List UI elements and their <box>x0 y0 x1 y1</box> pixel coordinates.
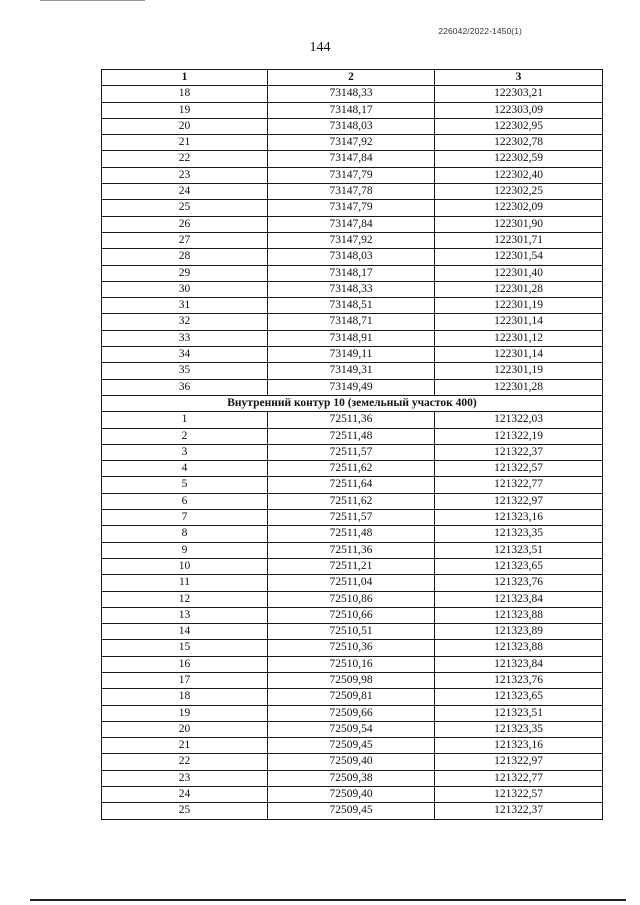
table-row <box>102 672 603 688</box>
page-number: 144 <box>309 40 331 55</box>
table-row <box>102 542 603 558</box>
y-coordinate-cell: 122302,95 <box>435 118 603 134</box>
section-title: Внутренний контур 10 (земельный участок 400) <box>102 395 603 411</box>
y-coordinate-cell: 121323,84 <box>435 591 603 607</box>
table-row <box>102 591 603 607</box>
y-coordinate-cell: 121322,77 <box>435 770 603 786</box>
y-coordinate-cell: 122301,40 <box>435 265 603 281</box>
point-number-cell: 25 <box>102 803 268 819</box>
point-number-cell: 25 <box>102 200 268 216</box>
point-number-cell: 12 <box>102 591 268 607</box>
table-row <box>102 721 603 737</box>
x-coordinate-cell: 73148,33 <box>268 86 435 102</box>
table-row <box>102 705 603 721</box>
x-coordinate-cell: 72509,45 <box>268 738 435 754</box>
y-coordinate-cell: 121323,65 <box>435 689 603 705</box>
y-coordinate-cell: 121323,16 <box>435 738 603 754</box>
y-coordinate-cell: 122302,78 <box>435 135 603 151</box>
column-header-x: 2 <box>268 70 435 86</box>
point-number-cell: 15 <box>102 640 268 656</box>
table-row <box>102 526 603 542</box>
point-number-cell: 20 <box>102 118 268 134</box>
table-row <box>102 232 603 248</box>
point-number-cell: 20 <box>102 721 268 737</box>
point-number-cell: 3 <box>102 444 268 460</box>
point-number-cell: 27 <box>102 232 268 248</box>
x-coordinate-cell: 72511,36 <box>268 412 435 428</box>
x-coordinate-cell: 73147,78 <box>268 184 435 200</box>
x-coordinate-cell: 72510,16 <box>268 656 435 672</box>
point-number-cell: 7 <box>102 510 268 526</box>
x-coordinate-cell: 72511,04 <box>268 575 435 591</box>
x-coordinate-cell: 72510,36 <box>268 640 435 656</box>
table-row <box>102 656 603 672</box>
point-number-cell: 28 <box>102 249 268 265</box>
x-coordinate-cell: 72509,40 <box>268 787 435 803</box>
x-coordinate-cell: 73147,79 <box>268 200 435 216</box>
y-coordinate-cell: 122301,19 <box>435 363 603 379</box>
point-number-cell: 6 <box>102 493 268 509</box>
point-number-cell: 5 <box>102 477 268 493</box>
y-coordinate-cell: 121322,57 <box>435 787 603 803</box>
point-number-cell: 33 <box>102 330 268 346</box>
y-coordinate-cell: 122301,90 <box>435 216 603 232</box>
point-number-cell: 18 <box>102 689 268 705</box>
x-coordinate-cell: 72511,48 <box>268 428 435 444</box>
x-coordinate-cell: 72511,21 <box>268 558 435 574</box>
table-row <box>102 118 603 134</box>
y-coordinate-cell: 122302,09 <box>435 200 603 216</box>
point-number-cell: 4 <box>102 461 268 477</box>
y-coordinate-cell: 122301,28 <box>435 281 603 297</box>
table-row <box>102 412 603 428</box>
table-row <box>102 607 603 623</box>
point-number-cell: 18 <box>102 86 268 102</box>
x-coordinate-cell: 73147,84 <box>268 216 435 232</box>
y-coordinate-cell: 121323,65 <box>435 558 603 574</box>
point-number-cell: 10 <box>102 558 268 574</box>
x-coordinate-cell: 72509,66 <box>268 705 435 721</box>
point-number-cell: 8 <box>102 526 268 542</box>
point-number-cell: 11 <box>102 575 268 591</box>
table-row <box>102 249 603 265</box>
y-coordinate-cell: 121323,51 <box>435 542 603 558</box>
point-number-cell: 35 <box>102 363 268 379</box>
x-coordinate-cell: 72509,38 <box>268 770 435 786</box>
section-header-row <box>102 395 603 411</box>
y-coordinate-cell: 121322,97 <box>435 754 603 770</box>
x-coordinate-cell: 73147,79 <box>268 167 435 183</box>
column-header-point: 1 <box>102 70 268 86</box>
y-coordinate-cell: 121323,35 <box>435 526 603 542</box>
table-row <box>102 265 603 281</box>
point-number-cell: 24 <box>102 184 268 200</box>
x-coordinate-cell: 73149,11 <box>268 347 435 363</box>
x-coordinate-cell: 73148,91 <box>268 330 435 346</box>
x-coordinate-cell: 73148,03 <box>268 118 435 134</box>
table-row <box>102 314 603 330</box>
point-number-cell: 21 <box>102 135 268 151</box>
coordinates-table <box>101 69 603 820</box>
point-number-cell: 9 <box>102 542 268 558</box>
y-coordinate-cell: 122301,19 <box>435 298 603 314</box>
point-number-cell: 2 <box>102 428 268 444</box>
y-coordinate-cell: 122302,59 <box>435 151 603 167</box>
table-row <box>102 803 603 819</box>
table-header-row <box>102 70 603 86</box>
x-coordinate-cell: 72511,62 <box>268 493 435 509</box>
table-row <box>102 689 603 705</box>
table-row <box>102 444 603 460</box>
table-row <box>102 640 603 656</box>
point-number-cell: 19 <box>102 705 268 721</box>
point-number-cell: 22 <box>102 754 268 770</box>
y-coordinate-cell: 121323,76 <box>435 575 603 591</box>
point-number-cell: 36 <box>102 379 268 395</box>
y-coordinate-cell: 121323,89 <box>435 624 603 640</box>
table-row <box>102 135 603 151</box>
table-row <box>102 330 603 346</box>
x-coordinate-cell: 73148,33 <box>268 281 435 297</box>
table-row <box>102 738 603 754</box>
x-coordinate-cell: 72509,54 <box>268 721 435 737</box>
table-row <box>102 298 603 314</box>
point-number-cell: 32 <box>102 314 268 330</box>
x-coordinate-cell: 72510,86 <box>268 591 435 607</box>
table-row <box>102 477 603 493</box>
y-coordinate-cell: 121322,37 <box>435 803 603 819</box>
x-coordinate-cell: 73148,71 <box>268 314 435 330</box>
x-coordinate-cell: 73147,84 <box>268 151 435 167</box>
table-row <box>102 754 603 770</box>
point-number-cell: 34 <box>102 347 268 363</box>
y-coordinate-cell: 121322,19 <box>435 428 603 444</box>
y-coordinate-cell: 121322,37 <box>435 444 603 460</box>
table-row <box>102 347 603 363</box>
y-coordinate-cell: 121323,51 <box>435 705 603 721</box>
y-coordinate-cell: 121323,35 <box>435 721 603 737</box>
y-coordinate-cell: 121323,88 <box>435 640 603 656</box>
x-coordinate-cell: 72509,45 <box>268 803 435 819</box>
table-row <box>102 461 603 477</box>
x-coordinate-cell: 72511,64 <box>268 477 435 493</box>
point-number-cell: 29 <box>102 265 268 281</box>
x-coordinate-cell: 72511,57 <box>268 444 435 460</box>
point-number-cell: 16 <box>102 656 268 672</box>
x-coordinate-cell: 73149,49 <box>268 379 435 395</box>
point-number-cell: 14 <box>102 624 268 640</box>
y-coordinate-cell: 121322,77 <box>435 477 603 493</box>
point-number-cell: 23 <box>102 167 268 183</box>
y-coordinate-cell: 122301,71 <box>435 232 603 248</box>
y-coordinate-cell: 122303,21 <box>435 86 603 102</box>
x-coordinate-cell: 72509,81 <box>268 689 435 705</box>
y-coordinate-cell: 122303,09 <box>435 102 603 118</box>
y-coordinate-cell: 122302,25 <box>435 184 603 200</box>
point-number-cell: 30 <box>102 281 268 297</box>
y-coordinate-cell: 122301,54 <box>435 249 603 265</box>
table-row <box>102 379 603 395</box>
x-coordinate-cell: 72509,40 <box>268 754 435 770</box>
x-coordinate-cell: 73148,03 <box>268 249 435 265</box>
table-row <box>102 770 603 786</box>
point-number-cell: 13 <box>102 607 268 623</box>
table-row <box>102 575 603 591</box>
y-coordinate-cell: 121323,84 <box>435 656 603 672</box>
x-coordinate-cell: 73147,92 <box>268 232 435 248</box>
table-row <box>102 281 603 297</box>
table-row <box>102 167 603 183</box>
x-coordinate-cell: 72511,48 <box>268 526 435 542</box>
table-row <box>102 151 603 167</box>
y-coordinate-cell: 121323,76 <box>435 672 603 688</box>
y-coordinate-cell: 122301,14 <box>435 314 603 330</box>
y-coordinate-cell: 122301,12 <box>435 330 603 346</box>
bottom-edge-line <box>30 899 626 901</box>
point-number-cell: 19 <box>102 102 268 118</box>
y-coordinate-cell: 121322,97 <box>435 493 603 509</box>
x-coordinate-cell: 72511,36 <box>268 542 435 558</box>
table-row <box>102 200 603 216</box>
point-number-cell: 26 <box>102 216 268 232</box>
y-coordinate-cell: 121323,88 <box>435 607 603 623</box>
y-coordinate-cell: 122301,14 <box>435 347 603 363</box>
x-coordinate-cell: 73148,17 <box>268 102 435 118</box>
document-number: 226042/2022-1450(1) <box>438 26 522 36</box>
point-number-cell: 21 <box>102 738 268 754</box>
point-number-cell: 24 <box>102 787 268 803</box>
point-number-cell: 31 <box>102 298 268 314</box>
x-coordinate-cell: 73148,51 <box>268 298 435 314</box>
x-coordinate-cell: 73149,31 <box>268 363 435 379</box>
table-row <box>102 184 603 200</box>
table-row <box>102 363 603 379</box>
table-row <box>102 102 603 118</box>
top-edge-line <box>40 0 145 1</box>
y-coordinate-cell: 121323,16 <box>435 510 603 526</box>
x-coordinate-cell: 72511,62 <box>268 461 435 477</box>
table-row <box>102 86 603 102</box>
table-row <box>102 428 603 444</box>
x-coordinate-cell: 72510,51 <box>268 624 435 640</box>
table-row <box>102 787 603 803</box>
point-number-cell: 23 <box>102 770 268 786</box>
column-header-y: 3 <box>435 70 603 86</box>
table-row <box>102 624 603 640</box>
table-row <box>102 493 603 509</box>
y-coordinate-cell: 122302,40 <box>435 167 603 183</box>
table-row <box>102 510 603 526</box>
y-coordinate-cell: 121322,57 <box>435 461 603 477</box>
table-body <box>102 86 603 819</box>
x-coordinate-cell: 73148,17 <box>268 265 435 281</box>
x-coordinate-cell: 72510,66 <box>268 607 435 623</box>
x-coordinate-cell: 72509,98 <box>268 672 435 688</box>
x-coordinate-cell: 73147,92 <box>268 135 435 151</box>
x-coordinate-cell: 72511,57 <box>268 510 435 526</box>
y-coordinate-cell: 122301,28 <box>435 379 603 395</box>
point-number-cell: 22 <box>102 151 268 167</box>
y-coordinate-cell: 121322,03 <box>435 412 603 428</box>
point-number-cell: 17 <box>102 672 268 688</box>
table-row <box>102 558 603 574</box>
point-number-cell: 1 <box>102 412 268 428</box>
table-row <box>102 216 603 232</box>
